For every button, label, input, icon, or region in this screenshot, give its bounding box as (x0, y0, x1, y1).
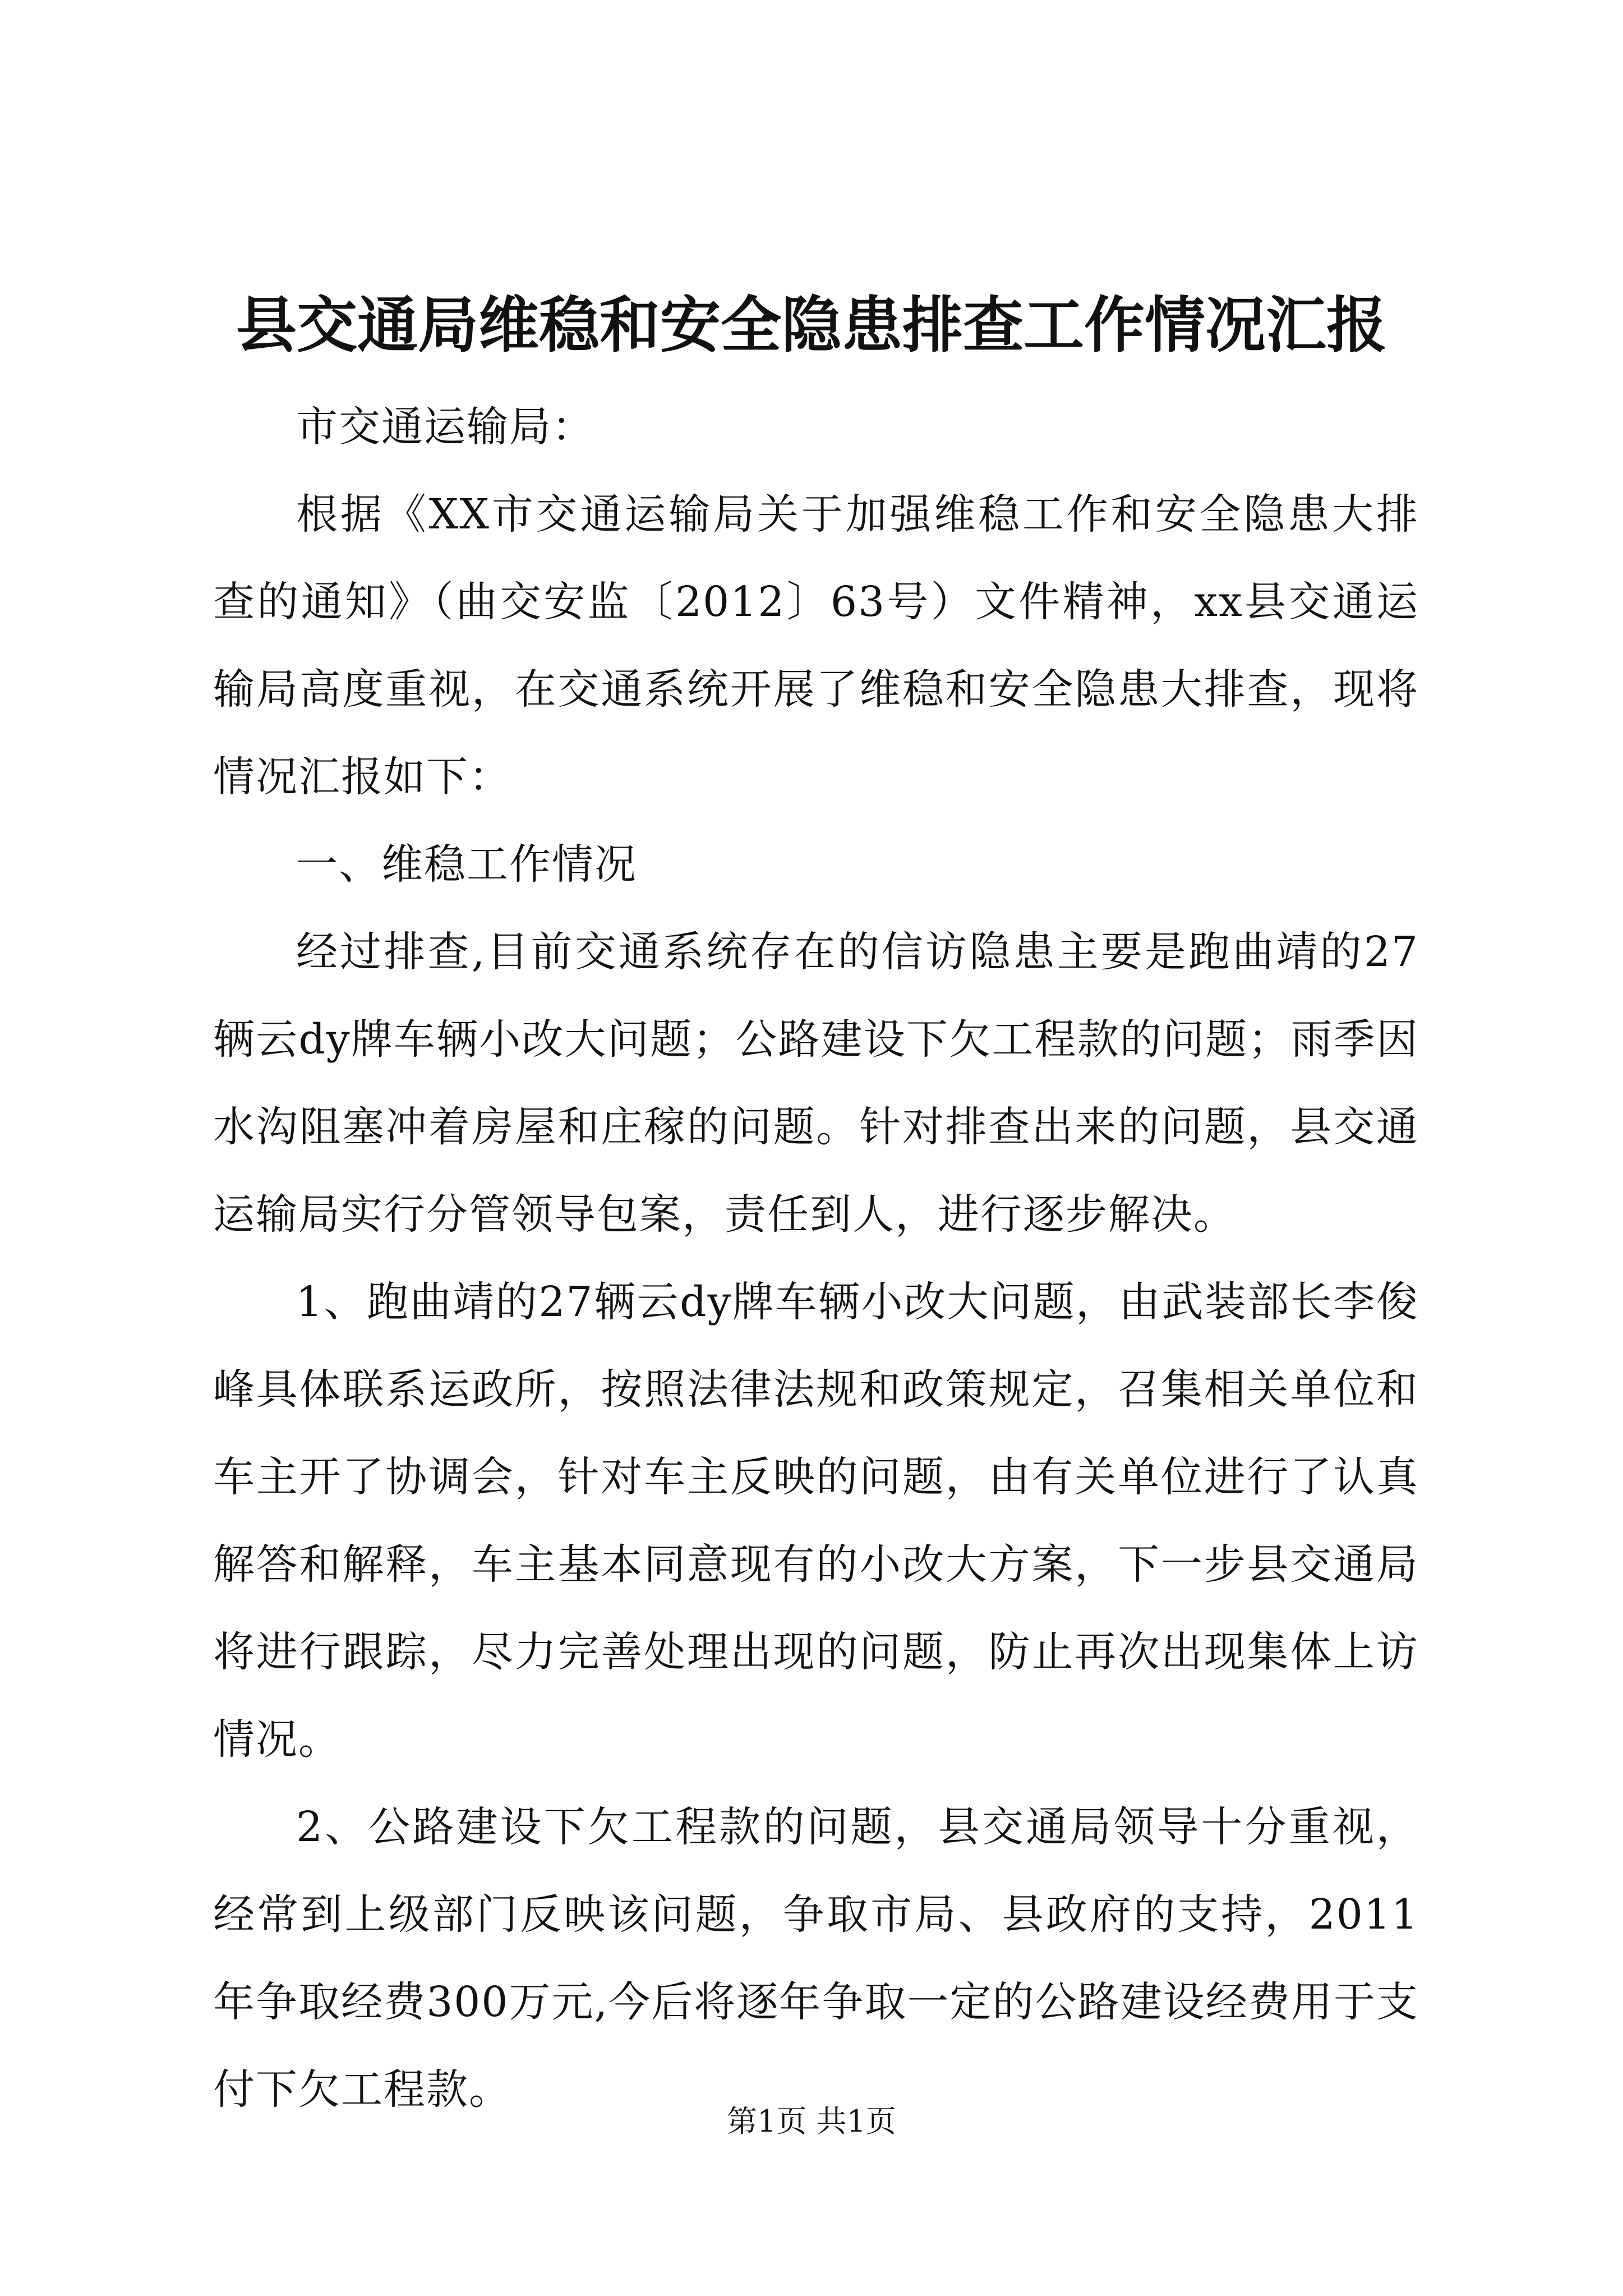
intro-paragraph: 根据《XX市交通运输局关于加强维稳工作和安全隐患大排查的通知》（曲交安监〔2012〕63号）文件精神，xx县交通运输局高度重视，在交通系统开展了维稳和安全隐患大排查，现将情况汇报如下： (213, 490, 1419, 801)
section-heading: 一、维稳工作情况 (296, 840, 637, 889)
document-title: 县交通局维稳和安全隐患排查工作情况汇报 (236, 290, 1387, 361)
page-number-footer: 第1页 共1页 (727, 2104, 896, 2139)
salutation: 市交通运输局： (296, 403, 594, 451)
body-paragraph: 1、跑曲靖的27辆云dy牌车辆小改大问题，由武装部长李俊峰具体联系运政所，按照法律法规和政策规定，召集相关单位和车主开了协调会，针对车主反映的问题，由有关单位进行了认真解答和解释，车主基本同意现有的小改大方案，下一步县交通局将进行跟踪，尽力完善处理出现的问题，防止再次出现集体上访情况。 (213, 1278, 1419, 1764)
body-paragraph: 2、公路建设下欠工程款的问题，县交通局领导十分重视，经常到上级部门反映该问题，争取市局、县政府的支持，2011年争取经费300万元,今后将逐年争取一定的公路建设经费用于支付下欠工程款。 (213, 1803, 1419, 2114)
document-body (213, 383, 1419, 2133)
body-paragraph: 经过排查,目前交通系统存在的信访隐患主要是跑曲靖的27辆云dy牌车辆小改大问题；公路建设下欠工程款的问题；雨季因水沟阻塞冲着房屋和庄稼的问题。针对排查出来的问题，县交通运输局实行分管领导包案，责任到人，进行逐步解决。 (213, 928, 1419, 1239)
